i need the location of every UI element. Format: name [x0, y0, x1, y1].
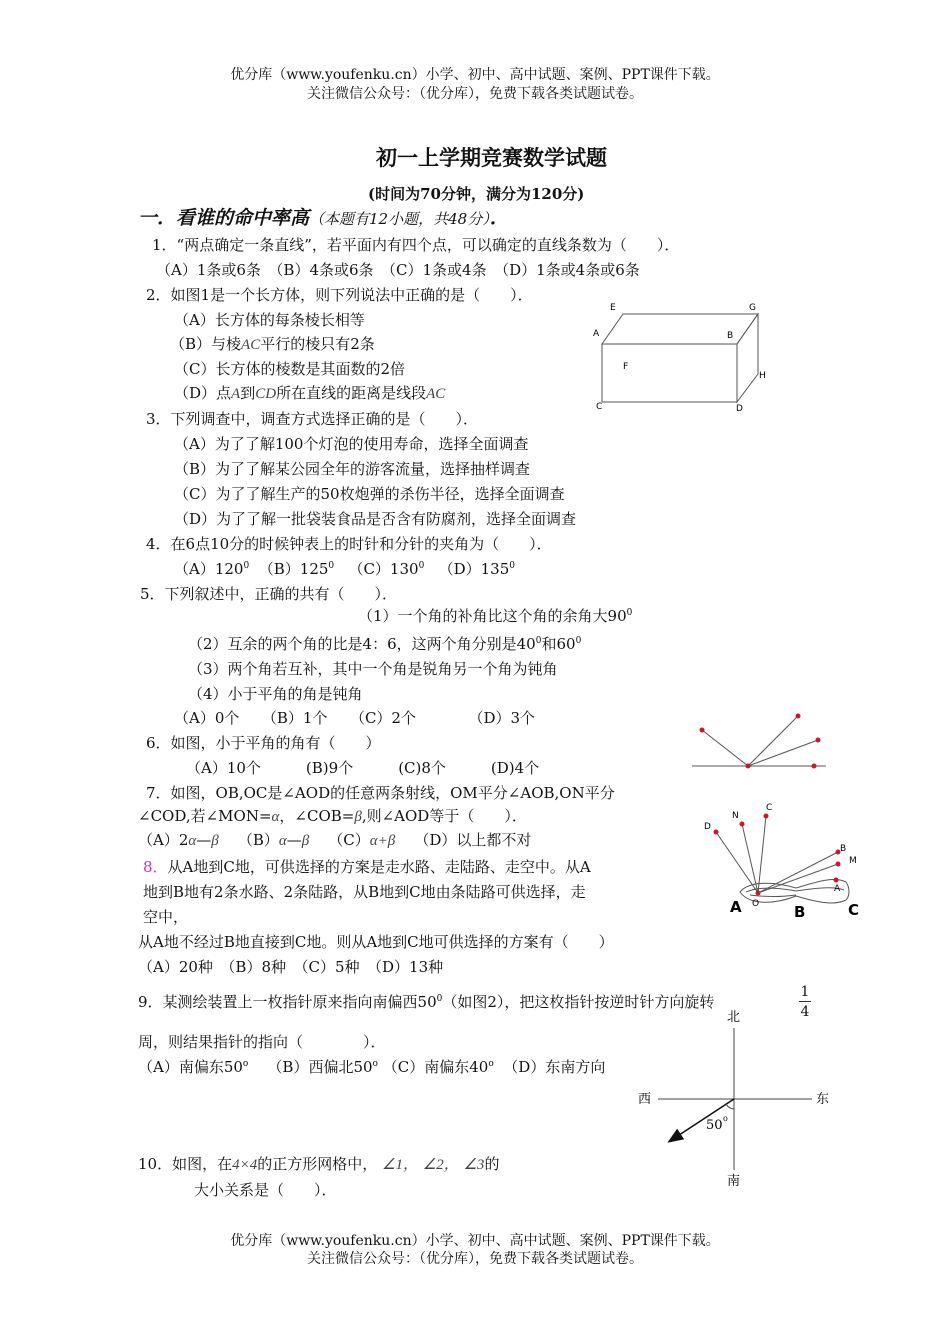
q4-option-d: （D）135 [438, 560, 510, 578]
q3-option-b: （B）为了了解某公园全年的游客流量，选择抽样调查 [174, 460, 531, 478]
q9-line-1 [138, 992, 714, 1012]
minus-sign: — [286, 831, 302, 849]
q5-statement-3: （3）两个角若互补，其中一个角是锐角另一个角为钝角 [188, 660, 558, 678]
q6-options: （A）10个 (B)9个 (C)8个 (D)4个 [186, 759, 540, 777]
q6-stem: 6．如图，小于平角的角有（ ） [146, 734, 381, 752]
page-subtitle: (时间为70分钟，满分为120分) [368, 185, 585, 203]
degree-mark: o [488, 1059, 494, 1069]
fig7-label-b: B [840, 844, 847, 854]
place-label-b: B [794, 903, 806, 921]
q7-b-pre: （B） [237, 831, 279, 849]
degree-mark: 0 [575, 636, 582, 646]
angle-1: ∠1， [382, 1157, 418, 1173]
fraction-denominator: 4 [800, 1004, 810, 1020]
cuboid-label-h: H [759, 371, 766, 381]
compass-north: 北 [727, 1010, 741, 1025]
q7-line-1: 7．如图，OB,OC是∠AOD的任意两条射线，OM平分∠AOB,ON平分 [146, 784, 615, 802]
q1-options: （A）1条或6条 （B）4条或6条 （C）1条或4条 （D）1条或4条或6条 [156, 261, 640, 279]
q7-options [138, 830, 531, 851]
q5-s2-text-b: 和60 [541, 635, 576, 653]
q5-options: （A）0个 （B）1个 （C）2个 （D）3个 [174, 709, 536, 727]
q8-line-1 [143, 857, 591, 877]
degree-mark: 0 [626, 608, 633, 618]
footer-line-2: 关注微信公众号：（优分库），免费下载各类试题试卷。 [307, 1251, 643, 1267]
q8-line-3: 空中， [143, 908, 189, 926]
header-line-1: 优分库（www.youfenku.cn）小学、初中、高中试题、案例、PPT课件下载。 [230, 67, 720, 83]
q3-option-c: （C）为了了解生产的50枚炮弹的杀伤半径，选择全面调查 [174, 485, 565, 503]
section-heading [138, 208, 509, 229]
q9-option-d: （D）东南方向 [503, 1058, 606, 1076]
cuboid-label-e: E [610, 303, 616, 313]
q3-option-a: （A）为了了解100个灯泡的使用寿命，选择全面调查 [174, 435, 529, 453]
q4-option-c: （C）130 [348, 560, 419, 578]
alpha-symbol: α [271, 809, 280, 825]
compass-angle: 50 [706, 1118, 723, 1133]
q8-line-4: 从A地不经过B地直接到C地。则从A地到C地可供选择的方案有（ ） [138, 933, 614, 951]
q2-option-c: （C）长方体的棱数是其面数的2倍 [174, 360, 406, 378]
alpha-symbol: α [188, 833, 197, 849]
q10-mid: 的正方形网格中， [257, 1155, 378, 1173]
alpha-symbol: α [278, 833, 287, 849]
q10-grid-size: 4×4 [232, 1157, 258, 1173]
degree-mark: 0 [436, 994, 443, 1004]
fig7-label-a: A [834, 884, 841, 894]
place-label-c: C [848, 901, 860, 919]
section-note: （本题有12小题，共48分） [309, 210, 490, 228]
plus-sign: + [377, 833, 388, 849]
q2-b-post: 平行的棱只有2条 [260, 335, 375, 353]
q3-option-d: （D）为了了解一批袋装食品是否含有防腐剂，选择全面调查 [174, 510, 577, 528]
cuboid-label-c: C [596, 402, 603, 412]
minus-sign: — [196, 831, 212, 849]
fig7-label-o: O [752, 899, 760, 909]
q9-option-b: （B）西偏北50 [267, 1058, 373, 1076]
q2-d-math3: AC [426, 386, 446, 402]
q8-options: （A）20种 （B）8种 （C）5种 （D）13种 [138, 958, 444, 976]
q9-option-c: （C）南偏东40 [382, 1058, 489, 1076]
degree-mark: 0 [418, 561, 425, 571]
q5-statement-1 [358, 606, 632, 626]
q7-l2-pre: ∠COD,若∠MON= [138, 807, 272, 825]
angle-rays-figure [700, 796, 870, 922]
fig7-label-d: D [704, 822, 711, 832]
q9-option-a: （A）南偏东50 [138, 1058, 243, 1076]
q10-pre: 10．如图，在 [138, 1155, 233, 1173]
q2-option-d [174, 383, 445, 404]
q2-option-b [170, 334, 375, 355]
section-heading-text: 一．看谁的命中率高 [138, 207, 310, 229]
place-label-a: A [730, 898, 742, 916]
angle-3: ∠3 [463, 1157, 485, 1173]
compass-degree: o [723, 1114, 728, 1123]
degree-mark: o [242, 1059, 249, 1069]
degree-mark: 0 [328, 561, 335, 571]
q5-statement-4: （4）小于平角的角是钝角 [188, 685, 363, 703]
q2-b-pre: （B）与棱 [170, 335, 242, 353]
q4-option-a: （A）120 [174, 560, 244, 578]
alpha-symbol: α [369, 833, 378, 849]
degree-mark: 0 [243, 561, 250, 571]
rays-figure [686, 708, 836, 774]
q2-option-a: （A）长方体的每条棱长相等 [174, 311, 365, 329]
beta-symbol: β [301, 833, 310, 849]
q8-l1-text: 8．从A地到C地，可供选择的方案是走水路、走陆路、走空中。从A [143, 858, 591, 876]
fraction-bar [799, 1001, 811, 1002]
compass-figure [630, 1008, 840, 1190]
q2-d-mid1: 到 [240, 384, 256, 402]
fraction-numerator: 1 [800, 984, 810, 1000]
cuboid-label-b: B [727, 331, 734, 341]
cuboid-label-a: A [593, 329, 600, 339]
section-tail: ． [489, 207, 509, 229]
fig7-label-n: N [732, 811, 739, 821]
q5-s2-text-a: （2）互余的两个角的比是4：6，这两个角分别是40 [188, 635, 536, 653]
q9-l1b-text: （如图2），把这枚指针按逆时针方向旋转 [442, 993, 715, 1011]
cuboid-figure [590, 296, 780, 416]
degree-mark: 0 [535, 636, 542, 646]
q1-stem: 1．“两点确定一条直线”，若平面内有四个点，可以确定的直线条数为（ ）． [152, 236, 680, 254]
cuboid-label-d: D [736, 404, 743, 414]
footer-line-1: 优分库（www.youfenku.cn）小学、初中、高中试题、案例、PPT课件下载。 [230, 1233, 720, 1249]
q10-line-1 [138, 1154, 499, 1175]
q2-b-math: AC [241, 337, 261, 353]
q7-option-d: （D）以上都不对 [414, 831, 532, 849]
q2-d-math2: CD [255, 386, 277, 402]
compass-south: 南 [727, 1174, 741, 1189]
cuboid-label-g: G [749, 303, 756, 313]
header-line-2: 关注微信公众号：（优分库），免费下载各类试题试卷。 [307, 86, 643, 102]
q4-option-b: （B）125 [258, 560, 329, 578]
beta-symbol: β [211, 833, 219, 849]
fig7-label-c: C [766, 803, 773, 813]
q7-l2-mid: ，∠COB= [279, 807, 355, 825]
q8-line-2: 地到B地有2条水路、2条陆路，从B地到C地由条陆路可供选择，走 [143, 883, 586, 901]
fig7-label-m: M [849, 856, 857, 866]
degree-mark: 0 [509, 561, 516, 571]
q5-statement-2 [188, 634, 581, 654]
q7-a-pre: （A）2 [138, 831, 189, 849]
beta-symbol: β [387, 833, 396, 849]
cuboid-label-f: F [623, 362, 629, 372]
page-title: 初一上学期竞赛数学试题 [376, 145, 607, 170]
q4-stem: 4．在6点10分的时候钟表上的时针和分针的夹角为（ ）． [146, 535, 552, 553]
q9-line-2: 周，则结果指针的指向（ ）． [138, 1033, 386, 1051]
q9-l1-text: 9．某测绘装置上一枚指针原来指向南偏西50 [138, 993, 437, 1011]
q5-stem: 5．下列叙述中，正确的共有（ ）． [140, 585, 398, 603]
q4-options [174, 559, 515, 579]
compass-east: 东 [816, 1092, 830, 1107]
q7-line-2 [138, 806, 527, 827]
q5-s1-text: （1）一个角的补角比这个角的余角大90 [358, 607, 627, 625]
beta-symbol: β [354, 809, 362, 825]
q7-l2-post: ,则∠AOD等于（ ）． [361, 807, 527, 825]
angle-2: ∠2， [422, 1157, 459, 1173]
compass-west: 西 [638, 1092, 652, 1107]
q10-post: 的 [484, 1155, 500, 1173]
degree-mark: o [372, 1059, 378, 1069]
q2-d-mid2: 所在直线的距离是线段 [276, 384, 427, 402]
q3-stem: 3．下列调查中，调查方式选择正确的是（ ）． [146, 410, 479, 428]
q2-d-math1: A [231, 386, 241, 402]
q9-options [138, 1057, 605, 1077]
q2-stem: 2．如图1是一个长方体，则下列说法中正确的是（ ）． [146, 286, 533, 304]
q2-d-pre: （D）点 [174, 384, 232, 402]
q10-line-2: 大小关系是（ ）． [194, 1181, 337, 1199]
q7-c-pre: （C） [328, 831, 370, 849]
